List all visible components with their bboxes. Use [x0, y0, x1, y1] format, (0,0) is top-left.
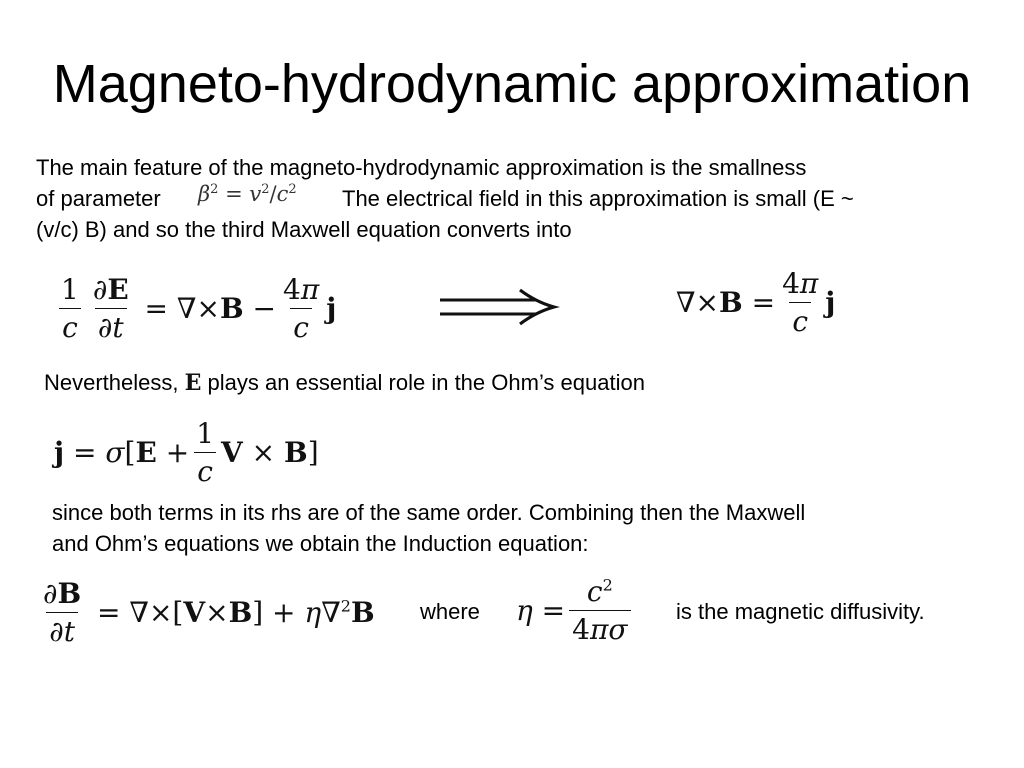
slide-title: Magneto-hydrodynamic approximation: [52, 54, 972, 114]
para1-line3: (v/c) B) and so the third Maxwell equation converts into: [36, 217, 572, 242]
reduced-maxwell-equation: ∇×B = $\frac{4\pi}{c}$ j: [676, 266, 836, 338]
ohm-equation: j = σ[E + $\frac{1}{c}$ V × B]: [54, 416, 319, 488]
diffusivity-label: is the magnetic diffusivity.: [676, 599, 925, 624]
induction-equation: $\frac{\partial B}{\partial t}$ = ∇×[V×B] + η∇$^2$B: [43, 576, 375, 648]
para2-text: [44, 367, 645, 399]
para1-line1: The main feature of the magneto-hydrodynamic approximation is the smallness: [36, 155, 807, 180]
para3-line1: since both terms in its rhs are of the same order. Combining then the Maxwell: [52, 500, 806, 525]
para2-bold-symbol: E: [184, 370, 202, 396]
para1-line2-start: of parameter: [36, 186, 161, 211]
para2-start: Nevertheless,: [44, 370, 179, 395]
beta-parameter-formula: $\beta^2 = v^2/c^2$: [198, 182, 297, 206]
para3-line2: and Ohm’s equations we obtain the Induction equation:: [52, 531, 589, 556]
where-label: where: [420, 599, 480, 624]
para2-end: plays an essential role in the Ohm’s equation: [207, 370, 645, 395]
para1-line2-end: The electrical field in this approximation is small (E ~: [342, 186, 854, 211]
diffusivity-formula: η = $\frac{c^2}{4\pi\sigma}$: [516, 570, 635, 650]
implies-arrow-icon: [436, 288, 560, 328]
maxwell-equation: $\frac{1}{c}$ $\frac{\partial E}{\partial t}$ = ∇×B − $\frac{4\pi}{c}$ j: [61, 272, 337, 344]
